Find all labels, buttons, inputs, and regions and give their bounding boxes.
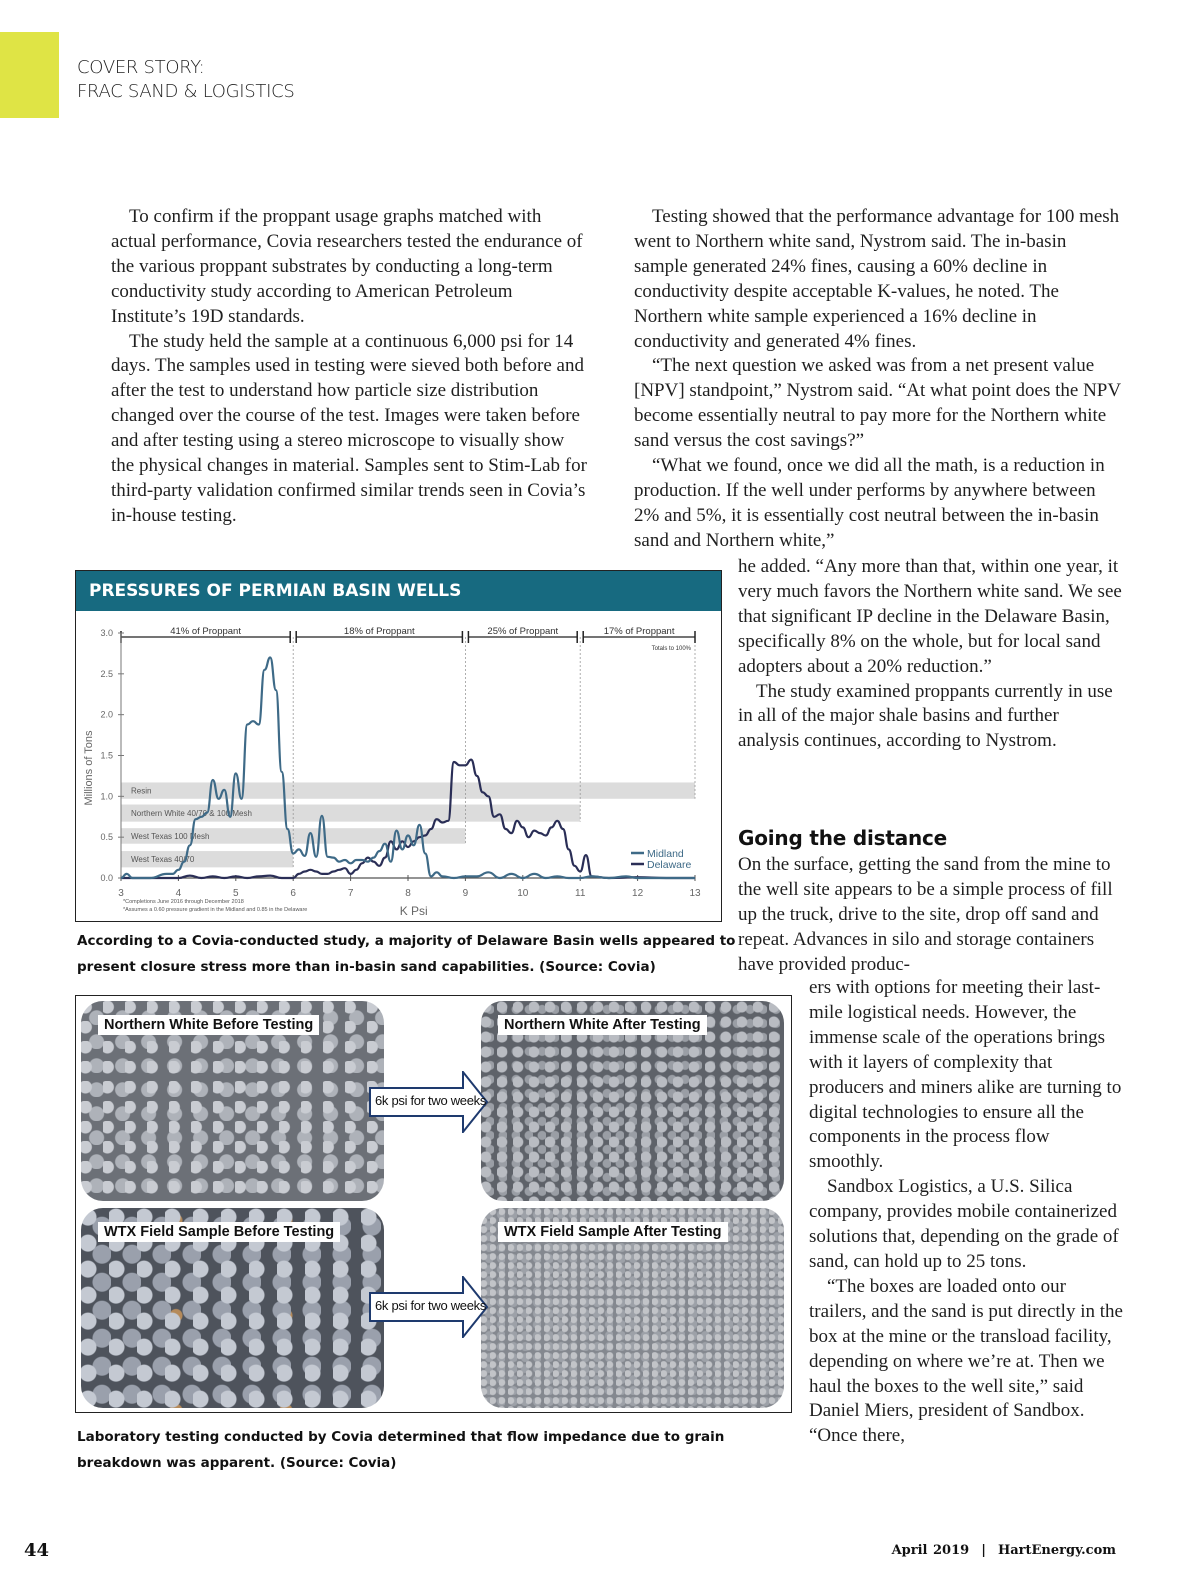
proppant-range-label: 17% of Proppant (603, 626, 675, 637)
section-label-line1: COVER STORY: (77, 57, 205, 78)
paragraph: he added. “Any more than that, within one year, it very much favors the Northern white sand. We see that significant IP decline in the Delaware Basin, specifically 8% on the whole, but for local sand adopters about a 20% reduction.” (738, 556, 1122, 677)
article-right-column-top (634, 205, 1124, 554)
photo-figure (75, 995, 792, 1413)
right-arrow-icon (369, 1071, 489, 1133)
footnote: *Completions June 2016 through December 2018 (123, 899, 244, 905)
chart-title: PRESSURES OF PERMIAN BASIN WELLS (89, 581, 462, 601)
chart-figure (75, 570, 722, 922)
paragraph: Testing showed that the performance advantage for 100 mesh went to Northern white sand, Nystrom said. The in-basin sample generated 24% fines, causing a 60% decline in conductivity despite acceptable K-values, he noted. The Northern white sample experienced a 16% decline in conductivity and generated 4% fines. (634, 206, 1120, 352)
site-link[interactable]: HartEnergy.com (997, 1543, 1116, 1558)
x-tick-label: 3 (118, 888, 124, 899)
y-tick-label: 0.5 (100, 832, 113, 843)
photo-caption: Laboratory testing conducted by Covia determined that flow impedance due to grain breakdown was apparent. (Source: Covia) (77, 1429, 725, 1471)
y-tick-label: 0.0 (100, 873, 113, 883)
x-tick-label: 4 (175, 888, 182, 899)
footer-issue (886, 1543, 1122, 1558)
paragraph: “What we found, once we did all the math, is a reduction in production. If the well under performs by anywhere between 2% and 5%, it is essentially cost neutral between the in-basin sand and Northern white,” (634, 455, 1105, 551)
photo-label: WTX Field Sample After Testing (498, 1222, 728, 1242)
article-left-column (111, 205, 591, 529)
y-tick-label: 2.5 (100, 668, 113, 679)
paragraph: “The boxes are loaded onto our trailers, and the sand is put directly in the box at the mine or the transload facility, depending on where we’re at. Then we haul the boxes to the well site,” said Daniel Miers, president of Sandbox. “Once there, (809, 1275, 1123, 1447)
paragraph: The study examined proppants currently in use in all of the major shale basins and further analysis continues, according to Nystrom. (738, 680, 1113, 752)
photo-wtx-before (81, 1208, 384, 1408)
arrow-label: 6k psi for two weeks (375, 1093, 487, 1108)
x-tick-label: 6 (290, 888, 296, 899)
x-tick-label: 9 (462, 888, 469, 899)
chart-plot (76, 571, 721, 921)
y-tick-label: 2.0 (100, 709, 113, 720)
x-tick-label: 7 (347, 888, 354, 899)
x-tick-label: 8 (405, 888, 411, 899)
subhead: Going the distance (738, 826, 948, 850)
sand-band-label: West Texas 100 Mesh (131, 831, 210, 841)
photo-label: Northern White Before Testing (98, 1015, 319, 1035)
x-tick-label: 5 (233, 888, 239, 899)
x-tick-label: 12 (632, 888, 644, 899)
legend-label: Delaware (647, 859, 692, 871)
x-tick-label: 11 (575, 888, 586, 899)
section-accent-block (0, 32, 59, 118)
photo-northern-white-after (481, 1001, 784, 1201)
paragraph: Sandbox Logistics, a U.S. Silica company, provides mobile containerized solutions that, depending on the grade of sand, can hold up to 25 tons. (809, 1176, 1119, 1272)
issue-date: April 2019 (891, 1543, 970, 1558)
legend-label: Midland (647, 848, 684, 860)
article-right-column-sub (738, 853, 1123, 978)
section-label (77, 56, 295, 104)
sand-band-label: Northern White 40/70 & 100 Mesh (131, 809, 252, 819)
article-right-column-low (809, 976, 1124, 1449)
paragraph: The study held the sample at a continuous 6,000 psi for 14 days. The samples used in testing were sieved both before and after the test to understand how particle size distribution changed over the course of the test. Images were taken before and after testing using a stereo microscope to visually show the physical changes in material. Samples sent to Stim-Lab for third-party validation confirmed similar trends seen in Covia’s in-house testing. (111, 330, 587, 526)
proppant-range-label: 18% of Proppant (343, 626, 415, 637)
sand-band-label: West Texas 40/70 (131, 855, 195, 865)
paragraph: On the surface, getting the sand from the mine to the well site appears to be a simple process of fill up the truck, drive to the site, drop off sand and repeat. Advances in silo and storage containers have provided produc- (738, 854, 1113, 975)
sand-band-label: Resin (131, 786, 152, 796)
photo-wtx-after (481, 1208, 784, 1408)
totals-note: Totals to 100% (651, 646, 691, 652)
y-tick-label: 1.5 (100, 750, 113, 761)
y-tick-label: 1.0 (100, 791, 113, 802)
chart-caption: According to a Covia-conducted study, a majority of Delaware Basin wells appeared to present closure stress more than in-basin sand capabilities. (Source: Covia) (77, 933, 736, 975)
paragraph: “The next question we asked was from a net present value [NPV] standpoint,” Nystrom said. “At what point does the NPV become essentially neutral to pay more for the Northern white sand versus the cost savings?” (634, 355, 1121, 452)
proppant-range-label: 41% of Proppant (170, 626, 241, 637)
y-axis-label: Millions of Tons (83, 730, 95, 806)
y-tick-label: 3.0 (100, 628, 113, 638)
right-arrow-icon (369, 1276, 489, 1338)
paragraph: ers with options for meeting their last- mile logistical needs. However, the immense scale of the operations brings with it layers of complexity that producers and miners alike are turning to digital technologies to ensure all the components in the process flow smoothly. (809, 977, 1122, 1173)
arrow-label: 6k psi for two weeks (375, 1298, 487, 1313)
footnote: *Assumes a 0.60 pressure gradient in the Midland and 0.85 in the Delaware (123, 907, 308, 913)
photo-label: WTX Field Sample Before Testing (98, 1222, 340, 1242)
x-tick-label: 10 (517, 888, 529, 899)
x-tick-label: 13 (689, 888, 701, 899)
x-axis-label: K Psi (399, 904, 428, 918)
photo-northern-white-before (81, 1001, 384, 1201)
series-line-midland (121, 658, 695, 879)
sand-band (121, 782, 695, 798)
photo-label: Northern White After Testing (498, 1015, 707, 1035)
paragraph: To confirm if the proppant usage graphs matched with actual performance, Covia researchers tested the endurance of the various proppant substrates by conducting a long-term conductivity study according to American Petroleum Institute’s 19D standards. (111, 206, 583, 327)
footer-separator: | (981, 1543, 986, 1558)
article-right-column-mid (738, 555, 1123, 754)
page-number: 44 (24, 1540, 50, 1561)
section-label-line2: FRAC SAND & LOGISTICS (77, 81, 295, 102)
proppant-range-label: 25% of Proppant (487, 626, 559, 637)
